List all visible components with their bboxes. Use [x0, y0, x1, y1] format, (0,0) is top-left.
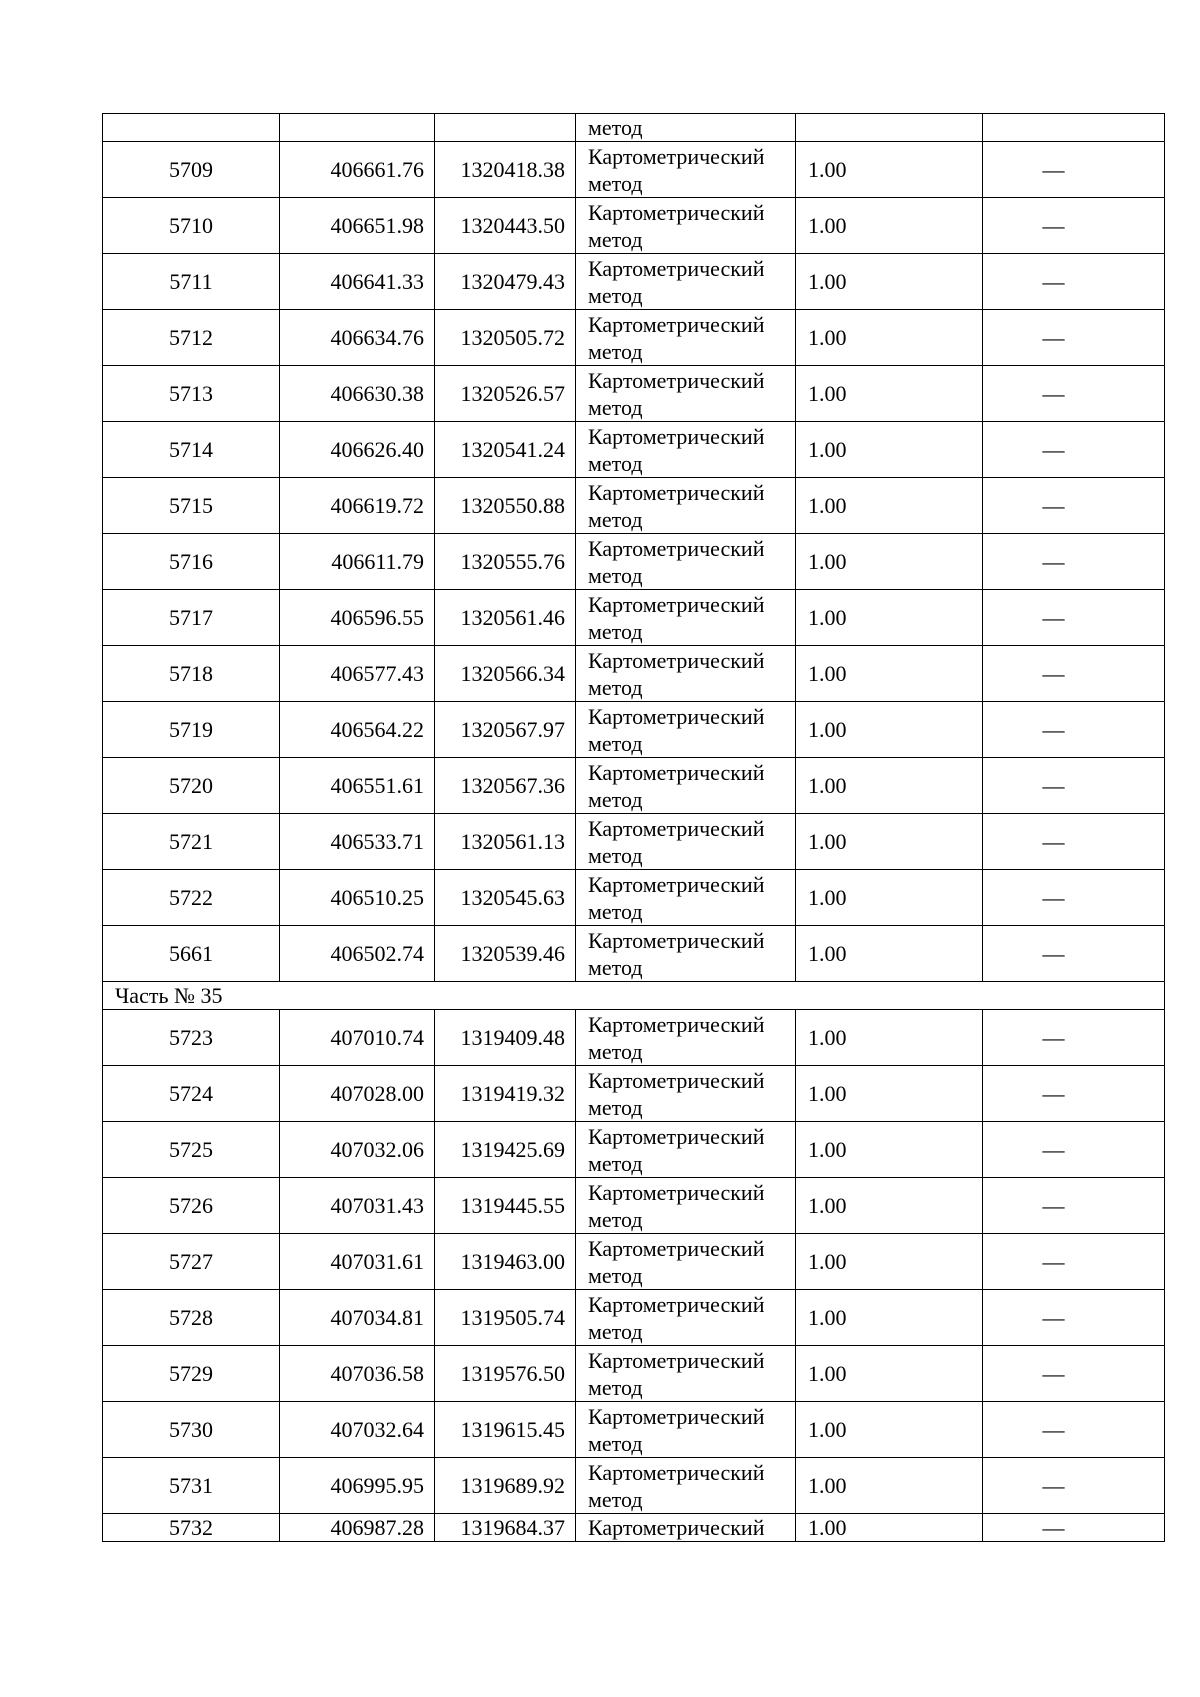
description-cell: —	[983, 310, 1165, 366]
point-number-cell: 5715	[103, 478, 280, 534]
description-cell: —	[983, 1346, 1165, 1402]
method-line1: Картометрический	[588, 1179, 765, 1205]
table-row	[103, 646, 1165, 702]
method-line1: Картометрический	[588, 367, 765, 393]
y-coordinate-cell: 1320539.46	[435, 926, 576, 982]
accuracy-cell: 1.00	[796, 758, 983, 814]
x-coordinate-cell: 406551.61	[280, 758, 435, 814]
accuracy-cell: 1.00	[796, 646, 983, 702]
description-cell: —	[983, 758, 1165, 814]
method-line2: метод	[588, 786, 643, 812]
description-cell: —	[983, 1290, 1165, 1346]
method-cell	[576, 646, 796, 702]
method-line1: Картометрический	[588, 927, 765, 953]
x-coordinate-cell: 406619.72	[280, 478, 435, 534]
point-number-cell: 5724	[103, 1066, 280, 1122]
x-coordinate-cell: 406630.38	[280, 366, 435, 422]
point-number-cell: 5731	[103, 1458, 280, 1514]
accuracy-cell: 1.00	[796, 1234, 983, 1290]
method-line2: метод	[588, 282, 643, 308]
method-cell	[576, 926, 796, 982]
x-coordinate-cell: 406564.22	[280, 702, 435, 758]
empty-cell	[796, 114, 983, 142]
x-coordinate-cell: 406987.28	[280, 1514, 435, 1542]
method-line1: Картометрический	[588, 759, 765, 785]
method-cell	[576, 1514, 796, 1542]
point-number-cell: 5725	[103, 1122, 280, 1178]
method-line1: Картометрический	[588, 1235, 765, 1261]
point-number-cell: 5712	[103, 310, 280, 366]
accuracy-cell: 1.00	[796, 1178, 983, 1234]
x-coordinate-cell: 406634.76	[280, 310, 435, 366]
coordinates-table	[102, 113, 1165, 1542]
description-cell: —	[983, 1458, 1165, 1514]
point-number-cell: 5717	[103, 590, 280, 646]
point-number-cell: 5722	[103, 870, 280, 926]
description-cell: —	[983, 646, 1165, 702]
method-cell	[576, 310, 796, 366]
description-cell: —	[983, 142, 1165, 198]
y-coordinate-cell: 1320567.36	[435, 758, 576, 814]
x-coordinate-cell: 406577.43	[280, 646, 435, 702]
empty-cell	[280, 114, 435, 142]
table-row	[103, 1122, 1165, 1178]
point-number-cell: 5714	[103, 422, 280, 478]
table-row	[103, 814, 1165, 870]
method-cell	[576, 1402, 796, 1458]
y-coordinate-cell: 1320418.38	[435, 142, 576, 198]
accuracy-cell: 1.00	[796, 1346, 983, 1402]
x-coordinate-cell: 406641.33	[280, 254, 435, 310]
y-coordinate-cell: 1319409.48	[435, 1010, 576, 1066]
table-row	[103, 422, 1165, 478]
x-coordinate-cell: 406661.76	[280, 142, 435, 198]
method-line1: Картометрический	[588, 647, 765, 673]
description-cell: —	[983, 814, 1165, 870]
description-cell: —	[983, 590, 1165, 646]
y-coordinate-cell: 1319684.37	[435, 1514, 576, 1542]
accuracy-cell: 1.00	[796, 870, 983, 926]
x-coordinate-cell: 406611.79	[280, 534, 435, 590]
method-line2: метод	[588, 394, 643, 420]
method-cell	[576, 254, 796, 310]
method-line2: метод	[588, 115, 643, 140]
table-row	[103, 1346, 1165, 1402]
table-row	[103, 870, 1165, 926]
method-line1: Картометрический	[588, 815, 765, 841]
point-number-cell: 5732	[103, 1514, 280, 1542]
method-line2: метод	[588, 1094, 643, 1120]
method-line2: метод	[588, 506, 643, 532]
point-number-cell: 5720	[103, 758, 280, 814]
y-coordinate-cell: 1320561.13	[435, 814, 576, 870]
x-coordinate-cell: 406533.71	[280, 814, 435, 870]
description-cell: —	[983, 1514, 1165, 1542]
method-line1: Картометрический	[588, 703, 765, 729]
y-coordinate-cell: 1320443.50	[435, 198, 576, 254]
point-number-cell: 5713	[103, 366, 280, 422]
method-cell	[576, 534, 796, 590]
method-line2: метод	[588, 842, 643, 868]
table-row	[103, 310, 1165, 366]
x-coordinate-cell: 406596.55	[280, 590, 435, 646]
description-cell: —	[983, 198, 1165, 254]
continuation-row	[103, 114, 1165, 142]
accuracy-cell: 1.00	[796, 702, 983, 758]
y-coordinate-cell: 1319463.00	[435, 1234, 576, 1290]
accuracy-cell: 1.00	[796, 254, 983, 310]
accuracy-cell: 1.00	[796, 926, 983, 982]
x-coordinate-cell: 407010.74	[280, 1010, 435, 1066]
point-number-cell: 5709	[103, 142, 280, 198]
accuracy-cell: 1.00	[796, 1290, 983, 1346]
method-line1: Картометрический	[588, 255, 765, 281]
description-cell: —	[983, 1234, 1165, 1290]
table-row	[103, 198, 1165, 254]
method-line2: метод	[588, 1206, 643, 1232]
x-coordinate-cell: 407032.06	[280, 1122, 435, 1178]
y-coordinate-cell: 1320479.43	[435, 254, 576, 310]
accuracy-cell: 1.00	[796, 534, 983, 590]
point-number-cell: 5730	[103, 1402, 280, 1458]
accuracy-cell: 1.00	[796, 1010, 983, 1066]
y-coordinate-cell: 1319689.92	[435, 1458, 576, 1514]
table-row	[103, 1178, 1165, 1234]
point-number-cell: 5729	[103, 1346, 280, 1402]
method-line1: Картометрический	[588, 1123, 765, 1149]
description-cell: —	[983, 422, 1165, 478]
accuracy-cell: 1.00	[796, 814, 983, 870]
method-line2: метод	[588, 1374, 643, 1400]
method-cell	[576, 758, 796, 814]
x-coordinate-cell: 407036.58	[280, 1346, 435, 1402]
method-line1: Картометрический	[588, 1067, 765, 1093]
y-coordinate-cell: 1319425.69	[435, 1122, 576, 1178]
x-coordinate-cell: 407028.00	[280, 1066, 435, 1122]
table-row	[103, 366, 1165, 422]
description-cell: —	[983, 478, 1165, 534]
method-line2: метод	[588, 1318, 643, 1344]
table-row	[103, 1402, 1165, 1458]
table-row	[103, 534, 1165, 590]
method-cell	[576, 870, 796, 926]
accuracy-cell: 1.00	[796, 478, 983, 534]
accuracy-cell: 1.00	[796, 1458, 983, 1514]
method-line2: метод	[588, 1430, 643, 1456]
method-line1: Картометрический	[588, 479, 765, 505]
y-coordinate-cell: 1320567.97	[435, 702, 576, 758]
table-row	[103, 1290, 1165, 1346]
table-row	[103, 1010, 1165, 1066]
method-cell	[576, 702, 796, 758]
point-number-cell: 5728	[103, 1290, 280, 1346]
method-cell	[576, 590, 796, 646]
empty-cell	[103, 114, 280, 142]
method-line1: Картометрический	[588, 423, 765, 449]
point-number-cell: 5718	[103, 646, 280, 702]
method-line2: метод	[588, 730, 643, 756]
accuracy-cell: 1.00	[796, 310, 983, 366]
y-coordinate-cell: 1320561.46	[435, 590, 576, 646]
method-line1: Картометрический	[588, 1403, 765, 1429]
accuracy-cell: 1.00	[796, 1122, 983, 1178]
point-number-cell: 5710	[103, 198, 280, 254]
method-cell	[576, 1346, 796, 1402]
x-coordinate-cell: 407031.43	[280, 1178, 435, 1234]
method-line2: метод	[588, 226, 643, 252]
accuracy-cell: 1.00	[796, 1066, 983, 1122]
x-coordinate-cell: 407032.64	[280, 1402, 435, 1458]
method-cell	[576, 366, 796, 422]
method-line1: Картометрический	[588, 871, 765, 897]
method-line2: метод	[588, 674, 643, 700]
method-line1: Картометрический	[588, 1459, 765, 1485]
method-cell	[576, 1010, 796, 1066]
point-number-cell: 5721	[103, 814, 280, 870]
method-line1: Картометрический	[588, 1011, 765, 1037]
method-cell	[576, 1178, 796, 1234]
y-coordinate-cell: 1320545.63	[435, 870, 576, 926]
table-row	[103, 1234, 1165, 1290]
accuracy-cell: 1.00	[796, 366, 983, 422]
method-line2: метод	[588, 1486, 643, 1512]
table-row	[103, 478, 1165, 534]
method-line2: метод	[588, 450, 643, 476]
y-coordinate-cell: 1319445.55	[435, 1178, 576, 1234]
table-row	[103, 1458, 1165, 1514]
table-row	[103, 1514, 1165, 1542]
point-number-cell: 5723	[103, 1010, 280, 1066]
method-line2: метод	[588, 954, 643, 980]
accuracy-cell: 1.00	[796, 590, 983, 646]
method-line1: Картометрический	[588, 311, 765, 337]
description-cell: —	[983, 254, 1165, 310]
description-cell: —	[983, 926, 1165, 982]
table-row	[103, 702, 1165, 758]
description-cell: —	[983, 1178, 1165, 1234]
point-number-cell: 5711	[103, 254, 280, 310]
y-coordinate-cell: 1319615.45	[435, 1402, 576, 1458]
empty-cell	[435, 114, 576, 142]
table-row	[103, 758, 1165, 814]
point-number-cell: 5661	[103, 926, 280, 982]
x-coordinate-cell: 406651.98	[280, 198, 435, 254]
method-line1: Картометрический	[588, 143, 765, 169]
method-cell	[576, 198, 796, 254]
x-coordinate-cell: 407034.81	[280, 1290, 435, 1346]
method-cell	[576, 142, 796, 198]
method-line2: метод	[588, 338, 643, 364]
description-cell: —	[983, 1402, 1165, 1458]
method-cell	[576, 1458, 796, 1514]
method-line2: метод	[588, 898, 643, 924]
method-line1: Картометрический	[588, 591, 765, 617]
y-coordinate-cell: 1320566.34	[435, 646, 576, 702]
method-line1: Картометрический	[588, 1347, 765, 1373]
method-line1: Картометрический	[588, 199, 765, 225]
table-row	[103, 142, 1165, 198]
description-cell: —	[983, 534, 1165, 590]
method-line2: метод	[588, 562, 643, 588]
y-coordinate-cell: 1320526.57	[435, 366, 576, 422]
method-line1: Картометрический	[588, 1291, 765, 1317]
x-coordinate-cell: 406502.74	[280, 926, 435, 982]
method-cell	[576, 1122, 796, 1178]
accuracy-cell: 1.00	[796, 1402, 983, 1458]
method-line2: метод	[588, 1262, 643, 1288]
table-row	[103, 1066, 1165, 1122]
method-cell	[576, 1234, 796, 1290]
x-coordinate-cell: 407031.61	[280, 1234, 435, 1290]
description-cell: —	[983, 1066, 1165, 1122]
method-cell	[576, 478, 796, 534]
x-coordinate-cell: 406626.40	[280, 422, 435, 478]
accuracy-cell: 1.00	[796, 198, 983, 254]
method-cell	[576, 814, 796, 870]
description-cell: —	[983, 1122, 1165, 1178]
table-row	[103, 590, 1165, 646]
empty-cell	[983, 114, 1165, 142]
method-cell	[576, 1066, 796, 1122]
method-cell	[576, 422, 796, 478]
y-coordinate-cell: 1320550.88	[435, 478, 576, 534]
accuracy-cell: 1.00	[796, 422, 983, 478]
y-coordinate-cell: 1319505.74	[435, 1290, 576, 1346]
method-line2: метод	[588, 1038, 643, 1064]
y-coordinate-cell: 1320505.72	[435, 310, 576, 366]
point-number-cell: 5716	[103, 534, 280, 590]
description-cell: —	[983, 870, 1165, 926]
method-line1: Картометрический	[588, 1515, 765, 1540]
method-cell	[576, 1290, 796, 1346]
table-row	[103, 254, 1165, 310]
y-coordinate-cell: 1319576.50	[435, 1346, 576, 1402]
y-coordinate-cell: 1319419.32	[435, 1066, 576, 1122]
point-number-cell: 5719	[103, 702, 280, 758]
accuracy-cell: 1.00	[796, 1514, 983, 1542]
method-line2: метод	[588, 1150, 643, 1176]
y-coordinate-cell: 1320541.24	[435, 422, 576, 478]
y-coordinate-cell: 1320555.76	[435, 534, 576, 590]
point-number-cell: 5727	[103, 1234, 280, 1290]
method-cell	[576, 114, 796, 142]
accuracy-cell: 1.00	[796, 142, 983, 198]
method-line2: метод	[588, 618, 643, 644]
x-coordinate-cell: 406510.25	[280, 870, 435, 926]
section-header-row	[103, 982, 1165, 1010]
method-line2: метод	[588, 170, 643, 196]
section-title: Часть № 35	[103, 982, 1165, 1010]
point-number-cell: 5726	[103, 1178, 280, 1234]
x-coordinate-cell: 406995.95	[280, 1458, 435, 1514]
table-row	[103, 926, 1165, 982]
description-cell: —	[983, 366, 1165, 422]
description-cell: —	[983, 702, 1165, 758]
description-cell: —	[983, 1010, 1165, 1066]
method-line1: Картометрический	[588, 535, 765, 561]
